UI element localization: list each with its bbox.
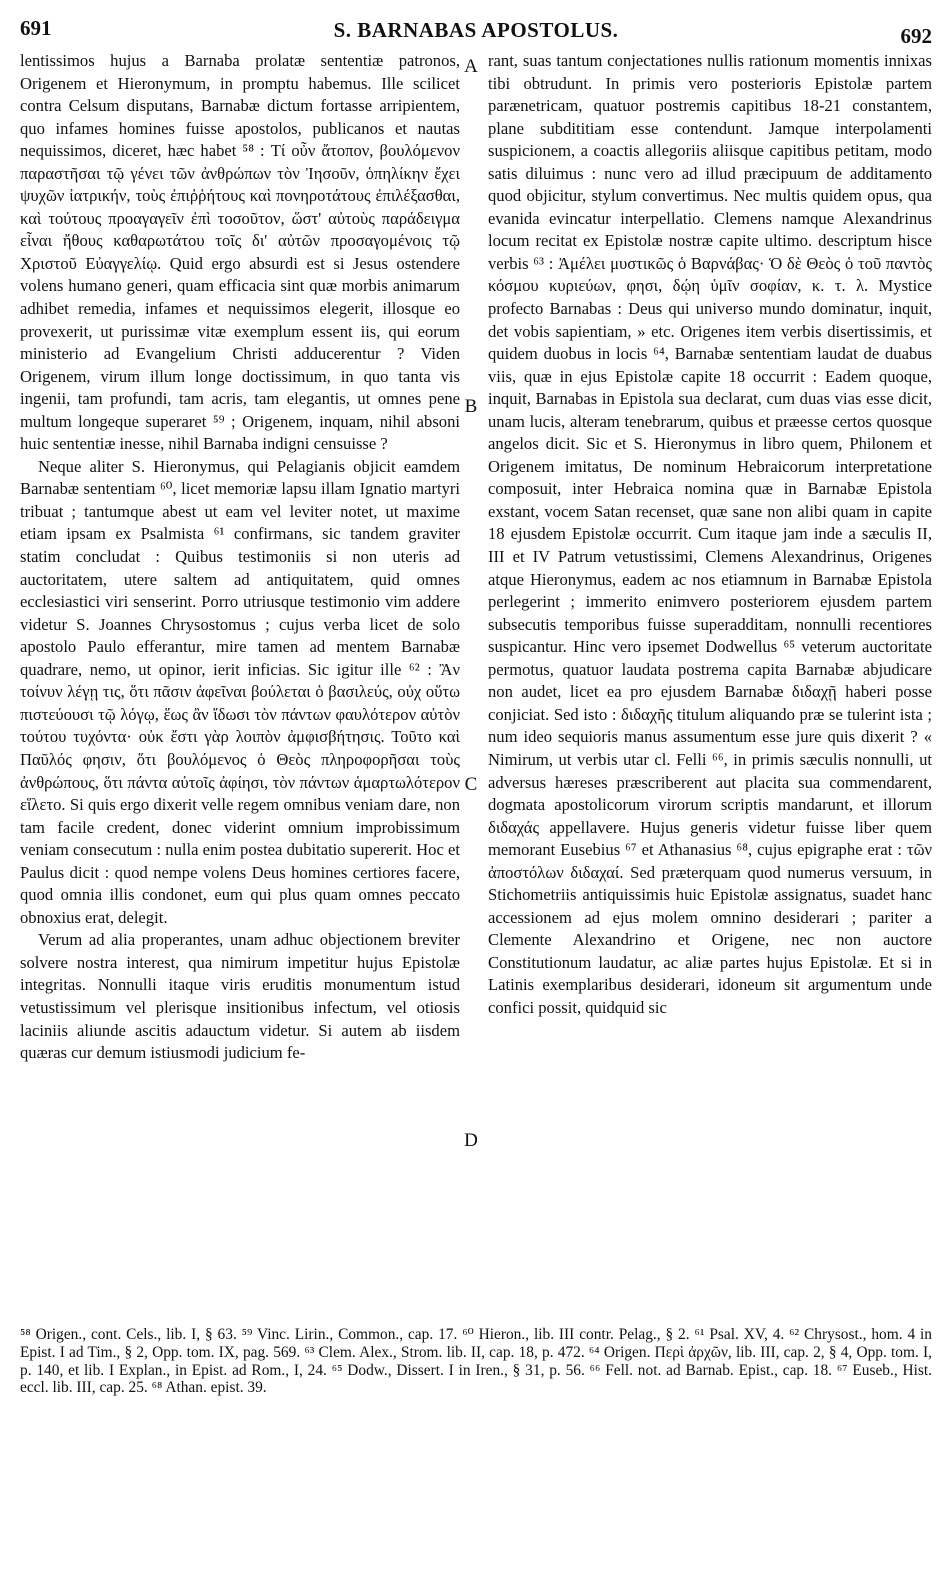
left-paragraph-3: Verum ad alia properantes, unam adhuc objectionem breviter solvere nostra interest, qua nimirum impetitur hujus Epistolæ integritas. Nonnulli itaque viris eruditis monumentum istud vetustissimum vel plerisque insitionibus infectum, vel otiosis laciniis aliunde ascitis adauctum videtur. Si autem ab iisdem quæras cur demum istiusmodi judicium fe- xyxy=(20,930,460,1063)
margin-letter-b: B xyxy=(464,396,478,417)
margin-letter-d: D xyxy=(464,1130,478,1151)
footnotes xyxy=(20,1326,932,1397)
right-paragraph-1: rant, suas tantum conjectationes nullis rationum momentis innixas tibi obtrudunt. In primis vero posterioris Epistolæ partem parænetricam, quatuor postremis capitibus 18-21 constantem, plane subdititiam esse contendunt. Jamque interpolamenti suspicionem, a coactis allegoriis aliisque capitibus petitam, modo satis diluimus : nunc vero ad illud præcipuum de additamento quod objicitur, stylum convertimus. Nec multis quidem opus, qua evanida evincatur interpellatio. Clemens namque Alexandrinus locum recitat ex Epistolæ nostræ capite ultimo. descriptum hisce verbis ⁶³ : Ἀμέλει μυστικῶς ὁ Βαρνάβας· Ὁ δὲ Θεὸς ὁ τοῦ παντὸς κόσμου κυριεύων, φησι, δῴη ὑμῖν σοφίαν, κ. τ. λ. Mystice profecto Barnabas : Deus qui universo mundo dominatur, inquit, det vobis sapientiam, » etc. Origenes item verbis disertissimis, et quidem duobus in locis ⁶⁴, Barnabæ sententiam laudat de duabus viis, quæ in ejus Epistolæ capite 18 occurrit : Eadem quoque, inquit, Barnabas in Epistola sua declarat, cum duas vias esse dicit, unam lucis, alteram tenebrarum, quibus et præesse certos quosque angelos dicit. Sic et S. Hieronymus in libro quem, Philonem et Origenem imitatus, De nominum Hebraicorum interpretatione composuit, inter Hebraica nomina quæ in Barnabæ Epistola exstant, vocem Satan recenset, quæ sane non alibi quam in capite 18 ejusdem Epistolæ occurrit. Cum itaque jam inde a sæculis II, III et IV Patrum vetustissimi, Clemens Alexandrinus, Origenes atque Hieronymus, eadem ac nos etiamnum in Barnabæ Epistola perlegerint ; immerito enimvero posteriorem ejusdem partem subsecutis temporibus fuisse superadditam, nonnulli recentiores suspicantur. Hinc vero ipsemet Dodwellus ⁶⁵ veterum auctoritate permotus, quatuor laudata postrema capita Barnabæ abjudicare non audet, licet ea pro ejusdem Barnabæ διδαχῇ haberi posse conjiciat. Sed isto : διδαχῆς titulum aliquando præ se tulerint ista ; num ideo sequioris manus assumentum esse jure quis dixerit ? « Nimirum, ut verbis utar cl. Felli ⁶⁶, in primis sæculis nonnulli, ut adversus hæreses præscriberent aut placita sua commendarent, dogmata apostolicorum virorum scriptis mandarunt, et illorum διδαχάς appellavere. Hujus generis videtur fuisse liber quem memorant Eusebius ⁶⁷ et Athanasius ⁶⁸, cujus epigraphe erat : τῶν ἀποστόλων διδαχαί. Sed præterquam quod numerus versuum, in Stichometriis antiquissimis huic Epistolæ assignatus, suadet hanc accessionem ad ejus molem omnino desiderari ; pariter a Clemente Alexandrino et Origene, nec non auctore Constitutionum laudatur, ac aliæ partes hujus Epistolæ. Et si in Latinis exemplaribus desiderari, idoneum sit argumentum unde confici possit, quidquid sic xyxy=(488,51,932,1017)
margin-letter-c: C xyxy=(464,774,478,795)
left-column xyxy=(20,50,460,1065)
left-page-number: 691 xyxy=(20,16,52,40)
right-column xyxy=(488,50,932,1020)
running-title: S. BARNABAS APOSTOLUS. xyxy=(333,18,619,42)
left-paragraph-1: lentissimos hujus a Barnaba prolatæ sententiæ patronos, Origenem et Hieronymum, in promptu habemus. Ille scilicet contra Celsum disputans, Barnabæ dictum fortasse arripientem, quo infames homines fuisse apostolos, publicanos et nautas nequissimos, diceret, hæc habet ⁵⁸ : Τί οὖν ἄτοπον, βουλόμενον παραστῆσαι τῷ γένει τῶν ἀνθρώπων τὸν Ἰησοῦν, ὁπηλίκην ἔχει ψυχῶν ἰατρικήν, τοὺς ἐπιῤῥήτους καὶ πονηροτάτους ἐπιλέξασθαι, καὶ τούτους προαγαγεῖν ἐπὶ τοσοῦτον, ὥστ' αὐτοὺς παράδειγμα εἶναι ἤθους καθαρωτάτου τοῖς δι' αὐτῶν προσαγομένοις τῷ Χριστοῦ Εὐαγγελίῳ. Quid ergo absurdi est si Jesus ostendere volens humano generi, quam efficacia sint quæ morbis animarum adhibet remedia, infames et nequissimos elegerit, illosque eo provexerit, ut purissimæ vitæ exemplum essent iis, qui eorum ministerio ad Evangelium Christi adducerentur ? Viden Origenem, virum illum longe doctissimum, in quo tanta vis ingenii, tam profundi, tam acris, tam elegantis, ut omnes pene multum longeque superaret ⁵⁹ ; Origenem, inquam, nihil absoni huic sententiæ inesse, nihil Barnaba indigni censuisse ? xyxy=(20,51,460,454)
page-header xyxy=(20,10,932,48)
right-page-number: 692 xyxy=(900,24,932,48)
footnote-text: ⁵⁸ Origen., cont. Cels., lib. I, § 63. ⁵⁹ Vinc. Lirin., Common., cap. 17. ⁶⁰ Hieron., lib. III contr. Pelag., § 2. ⁶¹ Psal. XV, 4. ⁶² Chrysost., hom. 4 in Epist. I ad Tim., § 2, Opp. tom. IX, pag. 569. ⁶³ Clem. Alex., Strom. lib. II, cap. 18, p. 472. ⁶⁴ Origen. Περὶ ἀρχῶν, lib. III, cap. 2, § 4, Opp. tom. I, p. 140, et lib. I Explan., in Epist. ad Rom., I, 24. ⁶⁵ Dodw., Dissert. I in Iren., § 31, p. 56. ⁶⁶ Fell. not. ad Barnab. Epist., cap. 18. ⁶⁷ Euseb., Hist. eccl. lib. III, cap. 25. ⁶⁸ Athan. epist. 39. xyxy=(20,1326,932,1397)
left-paragraph-2: Neque aliter S. Hieronymus, qui Pelagianis objicit eamdem Barnabæ sententiam ⁶⁰, licet memoriæ lapsu illam Ignatio martyri tribuat ; tantumque abest ut eam vel leviter notet, ut maxime etiam ipsam ex Psalmista ⁶¹ confirmans, sic tandem graviter statim concludat : Quibus testimoniis si non uteris ad auctoritatem, utere saltem ad antiquitatem, quid omnes ecclesiastici viri senserint. Porro utriusque testimonio vim addere videtur S. Joannes Chrysostomus ; cujus verba licet de solo apostolo Paulo efferantur, mire tamen ad mentem Barnabæ quadrare, nemo, ut opinor, ierit inficias. Sic igitur ille ⁶² : Ἂν τοίνυν λέγῃ τις, ὅτι πᾶσιν ἀφεῖναι βούλεται ὁ βασιλεύς, οὐχ οὕτω πιστεύουσι τῷ λόγῳ, ἕως ἂν ἴδωσι τὸν πάντων φαυλότερον αὐτὸν τούτου τυχόντα· οὐκ ἔστι γὰρ λοιπὸν ἀμφισβήτησις. Τοῦτο καὶ Παῦλός φησιν, ὅτι βουλόμενος ὁ Θεὸς πληροφορῆσαι τοὺς ἀνθρώπους, ὅτι πάντα αὐτοῖς ἀφίησι, τὸν πάντων ἁμαρτωλότερον εἵλετο. Si quis ergo dixerit velle regem omnibus veniam dare, non tam facile credent, donec viderint omnium improbissimum veniam consecutum : nulla enim postea dubitatio supererit. Hoc et Paulus dicit : quod nempe volens Deus homines certiores facere, quod omnia illis condonet, eum qui plus quam omnes peccato obnoxius erat, delegit. xyxy=(20,456,460,927)
margin-letter-a: A xyxy=(464,56,478,77)
